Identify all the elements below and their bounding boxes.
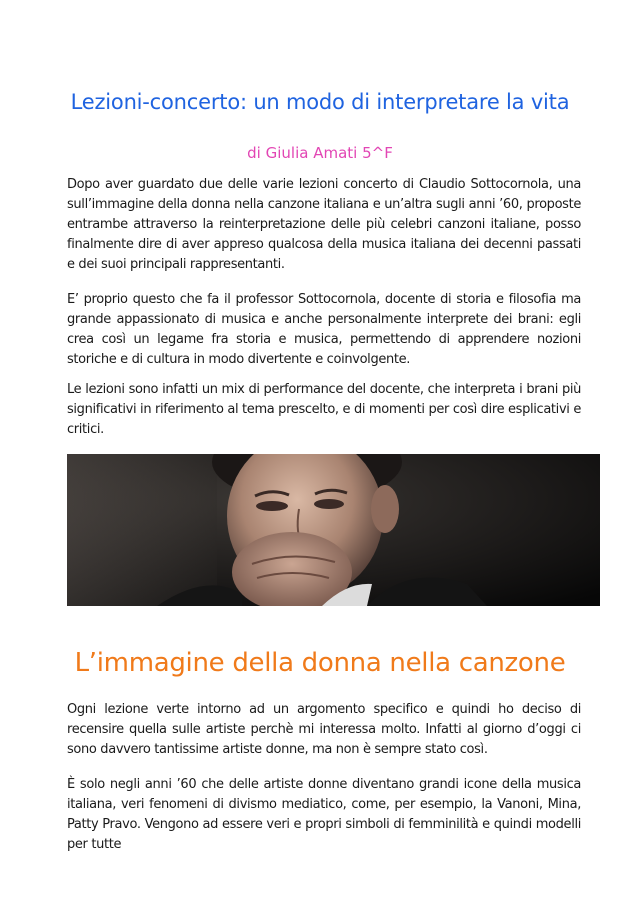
section-heading: L’immagine della donna nella canzone xyxy=(74,648,566,678)
paragraph: Le lezioni sono infatti un mix di performance del docente, che interpreta i brani più significativi in riferimento al tema prescelto, e di momenti per così dire esplicativi e critici. xyxy=(67,382,581,437)
portrait-photo xyxy=(67,454,600,606)
article-title: Lezioni-concerto: un modo di interpretare la vita xyxy=(70,90,570,114)
paragraph: Dopo aver guardato due delle varie lezioni concerto di Claudio Sottocornola, una sull’immagine della donna nella canzone italiana e un’altra sugli anni ’60, proposte entrambe attraverso la reinterpretazione delle più celebri canzoni italiane, posso finalmente dire di aver appreso qualcosa della musica italiana dei decenni passati e dei suoi principali rappresentanti. xyxy=(67,177,581,272)
paragraph: È solo negli anni ’60 che delle artiste donne diventano grandi icone della musica italiana, veri fenomeni di divismo mediatico, come, per esempio, la Vanoni, Mina, Patty Pravo. Vengono ad essere veri e propri simboli di femminilità e quindi modelli per tutte xyxy=(67,777,581,852)
paragraph: E’ proprio questo che fa il professor Sottocornola, docente di storia e filosofia ma grande appassionato di musica e anche personalmente interprete dei brani: egli crea così un legame fra storia e musica, permettendo di apprendere nozioni storiche e di cultura in modo divertente e coinvolgente. xyxy=(67,292,581,367)
author-byline: di Giulia Amati 5^F xyxy=(247,144,393,162)
paragraph: Ogni lezione verte intorno ad un argomento specifico e quindi ho deciso di recensire quella sulle artiste perchè mi interessa molto. Infatti al giorno d’oggi ci sono davvero tantissime artiste donne, ma non è sempre stato così. xyxy=(67,702,581,757)
portrait-photo-image xyxy=(67,454,600,606)
